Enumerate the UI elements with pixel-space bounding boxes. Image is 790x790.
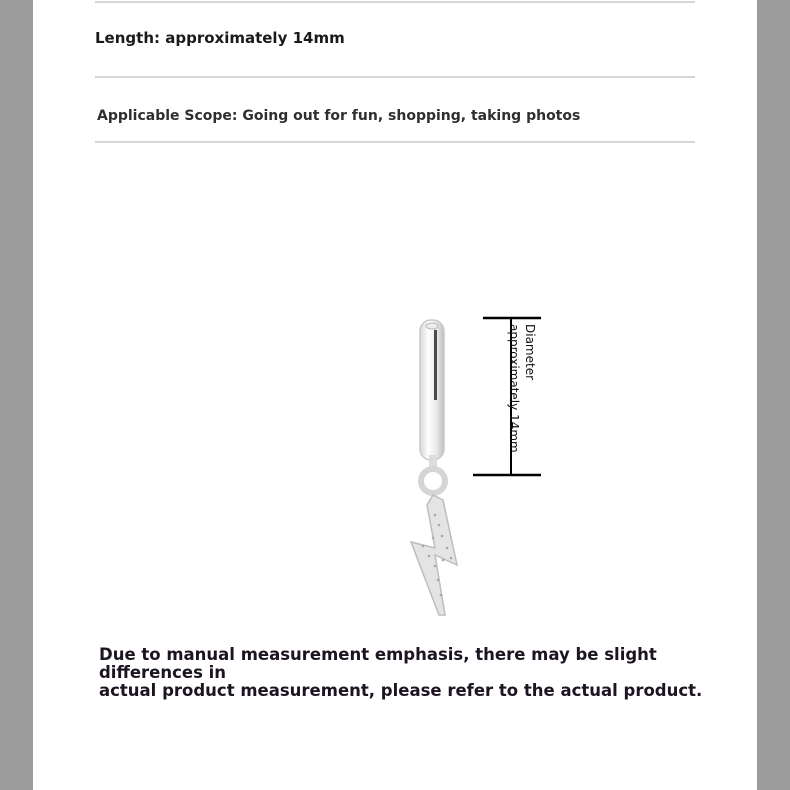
measurement-disclaimer [99, 646, 719, 700]
lightning-bolt-pendant-icon [411, 495, 457, 615]
jump-ring-icon [421, 455, 445, 493]
disclaimer-line-2: actual product measurement, please refer to the actual product. [99, 681, 703, 700]
product-image [363, 310, 563, 630]
dimension-label-diameter: Diameter [523, 324, 537, 381]
spec-length: Length: approximately 14mm [95, 29, 345, 47]
disclaimer-line-1: Due to manual measurement emphasis, there may be slight differences in [99, 645, 657, 682]
earring-illustration [363, 310, 563, 630]
product-detail-page [33, 0, 757, 790]
hoop-icon [420, 320, 444, 460]
spec-applicable-scope: Applicable Scope: Going out for fun, shopping, taking photos [97, 108, 581, 124]
divider-top [95, 1, 695, 3]
divider-1 [95, 76, 695, 78]
divider-2 [95, 141, 695, 143]
dimension-label-size: approximately 14mm [507, 324, 521, 453]
